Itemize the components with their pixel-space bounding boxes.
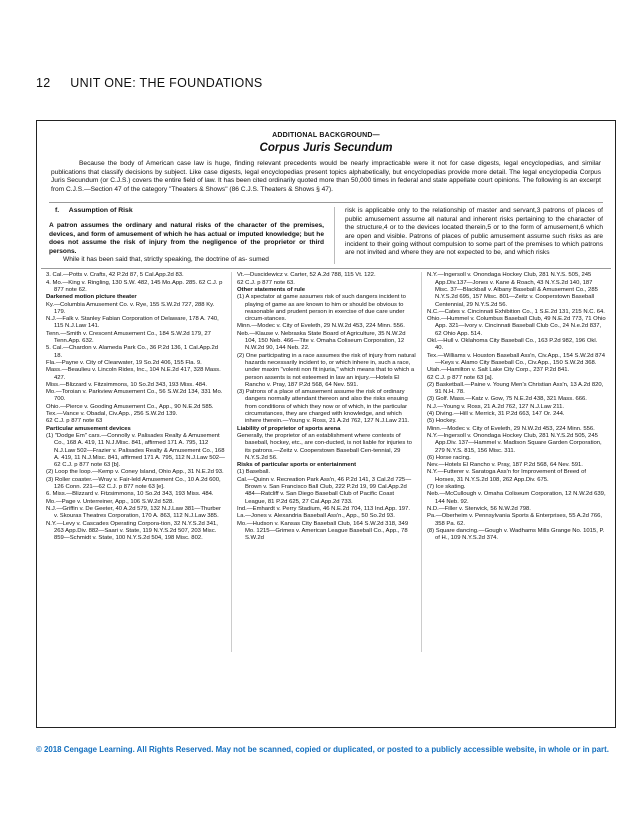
footnote-entry: N.J.—Young v. Ross, 21 A.2d 762, 127 N.J.Law 211.: [426, 403, 565, 410]
footnote-entry: Utah.—Hamilton v. Salt Lake City Corp., 237 P.2d 841.: [426, 367, 570, 374]
footnote-entry: (3) Golf. Mass.—Katz v. Gow, 75 N.E.2d 438, 321 Mass. 666.: [426, 396, 587, 403]
footnote-entry: 4. Mo.—King v. Ringling, 130 S.W. 482, 145 Mo.App. 285. 62 C.J. p 877 note 62.: [46, 279, 223, 293]
page-number: 12: [36, 76, 51, 90]
footnote-entry: N.D.—Filler v. Stenvick, 56 N.W.2d 798.: [426, 505, 531, 512]
footnote-entry: (4) Diving.—Hill v. Merrick, 31 P.2d 663, 147 Or. 244.: [426, 411, 565, 418]
box-heading: [37, 121, 615, 154]
section-title: Assumption of Risk: [68, 207, 133, 215]
footnote-entry: Mo.—Hudson v. Kansas City Baseball Club, 164 S.W.2d 318, 349 Mo. 1215—Grimes v. American League Baseball Co., App., 78 S.W.2d: [236, 520, 409, 542]
box-intro: Because the body of American case law is huge, finding relevant precedents would be nearly impracticable were it not for case digests, legal encyclopedias, and similar publications that classify decisions by subject. Like case digests, legal encyclopedias present topics alphabetically, but encyclopedias provide more detail. The legal encyclopedia Corpus Juris Secundum (or C.J.S.) covers the entire field of law. It has been cited ordinarily quoted more than 50,000 times in federal and state appellate court opinions. The following is an excerpt from C.J.S.—Section 47 of the category "Theaters & Shows" (86 C.J.S. Theaters & Shows § 47).: [51, 160, 601, 193]
footnote-entry: Ind.—Emhardt v. Perry Stadium, 46 N.E.2d 704, 113 Ind.App. 197.: [236, 505, 410, 512]
excerpt-body: [49, 202, 603, 264]
footnote-entry: N.J.—Falk v. Stanley Fabian Corporation of Delaware, 178 A. 740, 115 N.J.Law 141.: [46, 316, 219, 330]
blackletter-rule: A patron assumes the ordinary and natural risks of the character of the premises, devices, and form of amusement of which he has actual or imputed knowledge; but he does not assume the risk of injury from the negligence of the proprietor or third persons.: [49, 222, 324, 255]
footnote-heading: Liability of proprietor of sports arena: [236, 425, 341, 432]
footnote-entry: N.Y.—Levy v. Cascades Operating Corpora-tion, 32 N.Y.S.2d 341, 263 App.Div. 882—Saari v. State, 119 N.Y.S.2d 507, 203 Misc. 859—Schmidt v. State, 100 N.Y.S.2d 504, 198 Misc. 802.: [46, 520, 218, 542]
footnote-entry: Ohio.—Pierce v. Gooding Amusement Co., App., 90 N.E.2d 585.: [46, 403, 214, 410]
footnote-entry: Neb.—Klause v. Nebraska State Board of Agriculture, 35 N.W.2d 104, 150 Neb. 466—Tite v. Omaha Coliseum Corporation, 12 N.W.2d 90, 144 Neb. 22.: [236, 330, 406, 352]
footnote-entry: 62 C.J. p 877 note 63.: [236, 279, 295, 286]
footnote-entry: Vt.—Duscidewicz v. Carter, 52 A.2d 788, 115 Vt. 122.: [236, 272, 376, 279]
footnote-entry: N.Y.—Ingersoll v. Onondaga Hockey Club, 281 N.Y.S. 505, 245 App.Div.137—Jones v. Kane & Roach, 43 N.Y.S.2d 140, 187 Misc. 37—Blackball v. Albany Baseball & Amusement Co., 285 N.Y.S.2d 695, 157 Misc. 801—Zeitz v. Cooperstown Baseball Centennial, 29 N.Y.S.2d 56.: [426, 272, 598, 308]
footnote-entry: Pa.—Oberheim v. Pennsylvania Sports & Enterprises, 55 A.2d 766, 358 Pa. 62.: [426, 513, 603, 527]
excerpt-paragraph: While it has been said that, strictly speaking, the doctrine of as- sumed: [63, 256, 269, 263]
running-header: [36, 76, 263, 90]
footnote-entry: Fla.—Payne v. City of Clearwater, 19 So.2d 406, 155 Fla. 9.: [46, 359, 202, 366]
box-title: Corpus Juris Secundum: [259, 142, 393, 154]
additional-background-box: [36, 120, 616, 728]
footnote-entry: (1) "Dodge Em" cars.—Connolly v. Palisades Realty & Amusement Co., 168 A. 419, 11 N.J.Misc. 841, affirmed 171 A. 795, 112 N.J.Law 502—Frazier v. Palisades Realty & Amusement Co., 168 A. 419, 11 N.J.Misc. 841, affirmed 171 A. 795, 112 N.J.Law 502—62 C.J. p 877 note 63 [b].: [46, 432, 225, 469]
footnote-entry: Ky.—Columbia Amusement Co. v. Rye, 155 S.W.2d 727, 288 Ky. 179.: [46, 301, 215, 315]
footnote-entry: Tenn.—Smith v. Crescent Amusement Co., 184 S.W.2d 179, 27 Tenn.App. 632.: [46, 330, 211, 345]
footnote-entry: (5) Hockey.: [426, 418, 457, 425]
footnote-entry: Neb.—McCullough v. Omaha Coliseum Corporation, 12 N.W.2d 639, 144 Neb. 92.: [426, 491, 606, 505]
footnote-column-1: [41, 272, 231, 652]
footnote-entry: (3) Patrons of a place of amusement assume the risk of ordinary dangers normally attendant thereon and also the risks ensuing from conditions of which they now or of which, in the particular circumstances, they are charged with knowledge, and which inhere therein.—Young v. Ross, 21 A.2d 762, 127 N.J.Law 211.: [236, 389, 410, 425]
footnote-entry: N.C.—Cates v. Cincinnati Exhibition Co., 1 S.E.2d 131, 215 N.C. 64.: [426, 308, 605, 315]
footnote-entry: La.—Jones v. Alexandria Baseball Ass'n., App., 50 So.2d 93.: [236, 513, 395, 520]
running-title: UNIT ONE: THE FOUNDATIONS: [70, 76, 263, 90]
footnote-entry: Okl.—Hull v. Oklahoma City Baseball Co., 163 P.2d 982, 196 Okl. 40.: [426, 338, 598, 352]
footnote-column-3: [421, 272, 611, 652]
section-number: f.: [55, 207, 60, 215]
footnote-entry: 62 C.J. p 877 note 63 [a].: [426, 374, 494, 381]
footnote-entry: Mass.—Beaulieu v. Lincoln Rides, Inc., 104 N.E.2d 417, 328 Mass. 427.: [46, 367, 221, 381]
excerpt-left-column: [49, 207, 335, 264]
footnote-entry: (8) Square dancing.—Gough v. Wadhams Mills Grange No. 1015, P. of H., 109 N.Y.S.2d 374.: [426, 527, 605, 542]
footnote-column-2: [231, 272, 421, 652]
footnote-entry: (1) Baseball.: [236, 469, 271, 476]
footnote-entry: (3) Roller coaster.—Wray v. Fair-leld Amusement Co., 10 A.2d 600, 126 Conn. 221—62 C.J. p 877 note 63 [e].: [46, 476, 221, 491]
footnote-entry: N.Y.—Futterer v. Saratoga Ass'n for Improvement of Breed of Horses, 31 N.Y.S.2d 108, 262 App.Div. 675.: [426, 469, 586, 483]
footnotes: [41, 268, 611, 652]
footnote-heading: Other statements of rule: [236, 287, 306, 293]
footnote-heading: Particular amusement devices: [46, 425, 131, 432]
footnote-entry: N.J.—Griffin v. De Geeter, 40 A.2d 579, 132 N.J.Law 381—Thurber v. Skouras Theatres Corporation, 170 A. 863, 112 N.J.Law 385.: [46, 505, 221, 520]
footnote-entry: Generally, the proprietor of an establishment where contests of baseball, hockey, etc., are con-ducted, is not liable for injuries to its patrons.—Zeitz v. Cooperstown Baseball Cen-tennial, 29 N.Y.S.2d 56.: [236, 432, 412, 461]
excerpt-right-column: [335, 207, 603, 264]
footnote-entry: Nev.—Hotels El Rancho v. Pray, 187 P.2d 568, 64 Nev. 591.: [426, 462, 583, 469]
copyright-notice: © 2018 Cengage Learning. All Rights Reserved. May not be scanned, copied or duplicated, or posted to a publicly accessible website, in whole or in part.: [36, 745, 609, 754]
footnote-entry: (7) Ice skating.: [426, 484, 466, 491]
section-heading: [55, 207, 324, 214]
footnote-entry: Mo.—Toroian v. Parkview Amusement Co., 56 S.W.2d 134, 331 Mo. 700.: [46, 389, 223, 403]
footnote-entry: N.Y.—Ingersoll v. Onondaga Hockey Club, 281 N.Y.S.2d 505, 245 App.Div. 137—Hammel v. Madison Square Garden Corporation, 279 N.Y.S. 815, 156 Misc. 311.: [426, 432, 602, 454]
excerpt-continuation: risk is applicable only to the relationship of master and servant,3 patrons of places of public amusement assume all natural and inherent risks pertaining to the character of the structure,4 or to the devices located therein,5 or to the form of amusement,6 which are open and visible. Patrons of places of public amusement assume such risks as are incident to their going without compulsion to some part of the premises to which patrons are not invited and where they are not expected to be, and which risks: [345, 207, 603, 257]
footnote-entry: Minn.—Modec v. City of Eveleth, 29 N.W.2d 453, 224 Minn. 556.: [236, 323, 405, 330]
footnote-entry: Cal.—Quinn v. Recreation Park Ass'n, 46 P.2d 141, 3 Cal.2d 725—Brown v. San Francisco Ball Club, 222 P.2d 19, 99 Cal.App.2d 484—Ratcliff v. San Diego Baseball Club of Pacific Coast League, 81 P.2d 625, 27 Cal.App.2d 733.: [236, 476, 412, 505]
footnote-entry: Mo.—Page v. Unterreiner, App., 106 S.W.2d 528.: [46, 498, 174, 505]
footnote-heading: Darkened motion picture theater: [46, 294, 137, 301]
footnote-entry: 3. Cal.—Potts v. Crafts, 42 P.2d 87, 5 Cal.App.2d 83.: [46, 272, 184, 279]
footnote-entry: 6. Miss.—Blizzard v. Fitzsimmons, 10 So.2d 343, 193 Miss. 484.: [46, 491, 214, 498]
footnote-entry: (2) Loop the loop.—Kemp v. Coney Island, Ohio App., 31 N.E.2d 93.: [46, 469, 224, 476]
footnote-entry: (1) A spectator at game assumes risk of such dangers incident to playing of game as are known to him or should be obvious to reasonable and prudent person in exercise of due care under circum-stances.: [236, 294, 406, 323]
footnote-entry: Minn.—Modec v. City of Eveleth, 29 N.W.2d 453, 224 Minn. 556.: [426, 425, 595, 432]
footnote-entry: 5. Cal.—Chardon v. Alameda Park Co., 36 P.2d 136, 1 Cal.App.2d 18.: [46, 345, 219, 359]
footnote-entry: Ohio.—Hummel v. Columbus Baseball Club, 49 N.E.2d 773, 71 Ohio App. 321—Ivory v. Cincinnati Baseball Club Co., 24 N.e.2d 837, 62 Ohio App. 514.: [426, 316, 606, 337]
footnote-entry: (2) Basketball.—Paine v. Young Men's Christian Ass'n, 13 A.2d 820, 91 N.H. 78.: [426, 381, 604, 396]
box-kicker: ADDITIONAL BACKGROUND—: [272, 132, 380, 139]
footnote-entry: (2) One participating in a race assumes the risk of injury from natural hazards necessarily incident to, or which inhere in, such a race, under maxim "volenti non fit injuria," which means that to which a person assents is not esteemed in law an injury.—Hotels El Rancho v. Pray, 187 P.2d 568, 64 Nev. 591.: [236, 352, 416, 388]
footnote-entry: Tex.—Williams v. Houston Baseball Ass'n, Civ.App., 154 S.W.2d 874—Keys v. Alamo City Baseball Co., Civ.App., 150 S.W.2d 368.: [426, 352, 605, 366]
footnote-entry: Tex.—Vance v. Obadal, Civ.App., 256 S.W.2d 139.: [46, 411, 178, 418]
footnote-entry: 62 C.J. p 877 note 63: [46, 418, 103, 425]
footnote-entry: Miss.—Blizzard v. Fitzsimmons, 10 So.2d 343, 193 Miss. 484.: [46, 381, 207, 388]
footnote-entry: (6) Horse racing.: [426, 454, 471, 461]
footnote-heading: Risks of particular sports or entertainment: [236, 462, 357, 469]
